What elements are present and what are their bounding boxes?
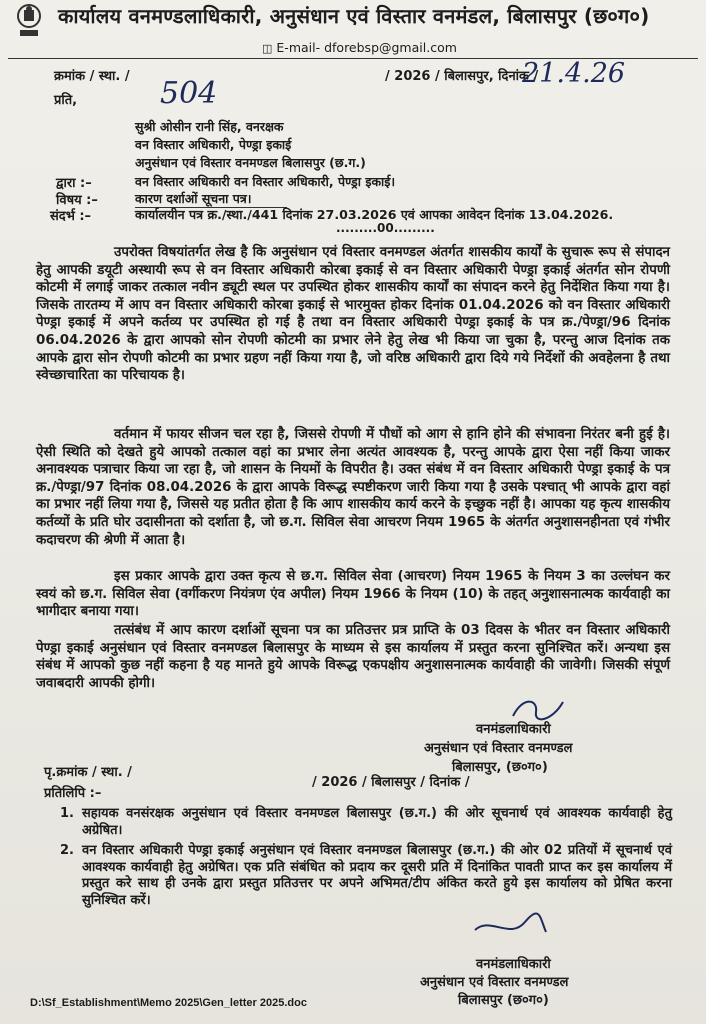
copy-item-1-text: सहायक वनसंरक्षक अनुसंधान एवं विस्तार वनमण्डल बिलासपुर (छ.ग.) की ओर सूचनार्थ एवं आवश्यक कार्यवाही हेतु अग्रेषित।: [82, 806, 672, 838]
reference-value: कार्यालयीन पत्र क्र./स्था./441 दिनांक 27.03.2026 एवं आपका आवेदन दिनांक 13.04.2026.: [135, 207, 614, 222]
through-label: द्वारा :–: [56, 176, 92, 191]
recipient-line-1: सुश्री ओसीन रानी सिंह, वनरक्षक: [135, 119, 284, 134]
kramank-label: क्रमांक / स्था. /: [54, 69, 130, 84]
date-label: / 2026 / बिलासपुर, दिनांक /: [385, 69, 539, 84]
signature1-designation: वनमंडलाधिकारी: [476, 722, 551, 737]
recipient-line-2: वन विस्तार अधिकारी, पेण्ड्रा इकाई: [135, 137, 292, 152]
body-paragraph-2: [36, 426, 670, 549]
signature-scribble-2: [470, 912, 550, 942]
signature2-office: अनुसंधान एवं विस्तार वनमण्डल: [420, 975, 569, 990]
body-paragraph-4-text: तत्संबंध में आप कारण दर्शाओं सूचना पत्र का प्रतिउत्तर प्रत्र प्राप्ति के 03 दिवस के भीतर वन विस्तार अधिकारी पेण्ड्रा इकाई अनुसंधान एवं विस्तार वनमण्डल बिलासपुर के माध्यम से इस कार्यालय में प्रस्तुत करना सुनिश्चित करें। अन्यथा इस संबंध में आपको कुछ नहीं कहना है यह मानते हुये आपके विरूद्ध एकपक्षीय अनुशासनात्मक कार्यवाही की जावेगी। जिसकी संपूर्ण जवाबदारी आपकी होगी।: [36, 623, 670, 691]
file-path: D:\Sf_Establishment\Memo 2025\Gen_letter 2025.doc: [30, 997, 307, 1009]
body-paragraph-1-text: उपरोक्त विषयांतर्गत लेख है कि अनुसंधान एवं विस्तार वनमण्डल अंतर्गत शासकीय कार्यों के सुचारू रूप से संपादन हेतु आपकी डयूटी अस्थायी रूप से वन विस्तार अधिकारी कोरबा इकाई से वन विस्तार अधिकारी पेण्ड्रा इकाई अंतर्गत सोन रोपणी कोटमी में लगाई जाकर तत्काल नवीन ड्यूटी स्थल पर उपस्थित होकर शासकीय कार्यों का संपादन करने हेतु निर्देशित किया गया है। जिसके तारतम्य में आप वन विस्तार अधिकारी कोरबा इकाई से भारमुक्त होकर दिनांक 01.04.2026 को वन विस्तार अधिकारी पेण्ड्रा इकाई में अपने कर्तव्य पर उपस्थित हो गई है तथा वन विस्तार अधिकारी पेण्ड्रा इकाई के पत्र क्र./पेण्ड्रा/96 दिनांक 06.04.2026 के द्वारा आपको सोन रोपणी कोटमी का प्रभार लेने हेतु लेख भी किया जा चुका है, परन्तु आज दिनांक तक आपके द्वारा सोन रोपणी कोटमी का प्रभार ग्रहण नहीं किया गया है, जो वरिष्ठ अधिकारी द्वारा दिये गये निर्देशों की अवहेलना है तथा स्वेच्छाचारिता का परिचायक है।: [36, 245, 670, 384]
body-paragraph-3: [36, 568, 670, 621]
signature2-designation: वनमंडलाधिकारी: [476, 957, 551, 972]
endorsement-kramank-label: पृ.क्रमांक / स्था. /: [44, 765, 132, 780]
copy-item-2-number: 2.: [60, 843, 74, 858]
handwritten-letter-number: 504: [160, 76, 218, 111]
body-paragraph-3-text: इस प्रकार आपके द्वारा उक्त कृत्य से छ.ग. सिविल सेवा (आचरण) नियम 1965 के नियम 3 का उल्लंघन कर स्वयं को छ.ग. सिविल सेवा (वर्गीकरण नियंत्रण एंव अपील) नियम 1966 के नियम (10) के तहत् अनुशासनात्मक कार्यवाही का भागीदार बनाया गया।: [36, 569, 670, 620]
through-value: वन विस्तार अधिकारी वन विस्तार अधिकारी, पेण्ड्रा इकाई।: [135, 174, 396, 189]
signature1-office: अनुसंधान एवं विस्तार वनमण्डल: [424, 741, 573, 756]
mail-icon: ◫: [262, 42, 273, 55]
handwritten-date: 21.4.26: [522, 58, 626, 89]
office-title: कार्यालय वनमण्डलाधिकारी, अनुसंधान एवं विस्तार वनमंडल, बिलासपुर (छ०ग०): [58, 4, 650, 28]
copy-label: प्रतिलिपि :–: [44, 786, 102, 801]
office-email: [262, 40, 457, 55]
body-paragraph-2-text: वर्तमान में फायर सीजन चल रहा है, जिससे रोपणी में पौधों को आग से हानि होने की संभावना निरंतर बनी हुई है। ऐसी स्थिति को देखते हुये आपको तत्काल वहां का प्रभार लेना अत्यंत आवश्यक है, परन्तु आपके द्वारा ऐसा नहीं किया जाकर अनावश्यक पत्राचार किया जा रहा है, जो शासन के नियमों के विपरीत है। उक्त संबंध में वन विस्तार अधिकारी पेण्ड्रा इकाई के पत्र क्र./पेण्ड्रा/97 दिनांक 08.04.2026 के द्वारा आपके विरूद्ध स्पष्टीकरण जारी किया गया है उसके पश्चात् भी आपके द्वारा वहां का प्रभार नहीं लिया गया है, जिससे यह प्रतीत होता है कि आप शासकीय कार्य करने के इच्छुक नहीं है। आपका यह कृत्य शासकीय कर्तव्यों के प्रति घोर उदासीनता को दर्शाता है, जो छ.ग. सिविल सेवा आचरण नियम 1965 के अंतर्गत अनुशासनहीनता एवं गंभीर कदाचरण की श्रेणी में आता है।: [36, 427, 670, 548]
email-text: E-mail- dforebsp@gmail.com: [276, 40, 457, 55]
copy-item-1-number: 1.: [60, 806, 74, 821]
reference-label: संदर्भ :–: [50, 209, 92, 224]
prati-label: प्रति,: [54, 93, 78, 108]
endorsement-date-label: / 2026 / बिलासपुर / दिनांक /: [312, 775, 470, 790]
separator: .........00.........: [336, 221, 435, 235]
signature2-place: बिलासपुर (छ०ग०): [458, 993, 549, 1008]
subject-label: विषय :–: [56, 193, 98, 208]
state-emblem-icon: [14, 2, 44, 40]
recipient-line-3: अनुसंधान एवं विस्तार वनमण्डल बिलासपुर (छ.ग.): [135, 155, 366, 170]
subject-value: कारण दर्शाओं सूचना पत्र।: [135, 191, 252, 206]
signature1-place: बिलासपुर, (छ०ग०): [452, 760, 548, 775]
copy-item-2-text: वन विस्तार अधिकारी पेण्ड्रा इकाई अनुसंधान एवं विस्तार वनमण्डल बिलासपुर (छ.ग.) की ओर 02 प्रतियों में सूचनार्थ एवं आवश्यक कार्यवाही हेतु अग्रेषित। एक प्रति संबंधित को प्रदाय कर दूसरी प्रति में दिनांकित पावती प्राप्त कर इस कार्यालय में प्रस्तुत करे साथ ही उनके द्वारा प्रस्तुत प्रतिउत्तर पर अपने अभिमत/टीप अंकित करते हुये इस कार्यालय को प्रेषित करना सुनिश्चित करें।: [82, 843, 672, 908]
body-paragraph-4: [36, 622, 670, 692]
body-paragraph-1: [36, 244, 670, 385]
